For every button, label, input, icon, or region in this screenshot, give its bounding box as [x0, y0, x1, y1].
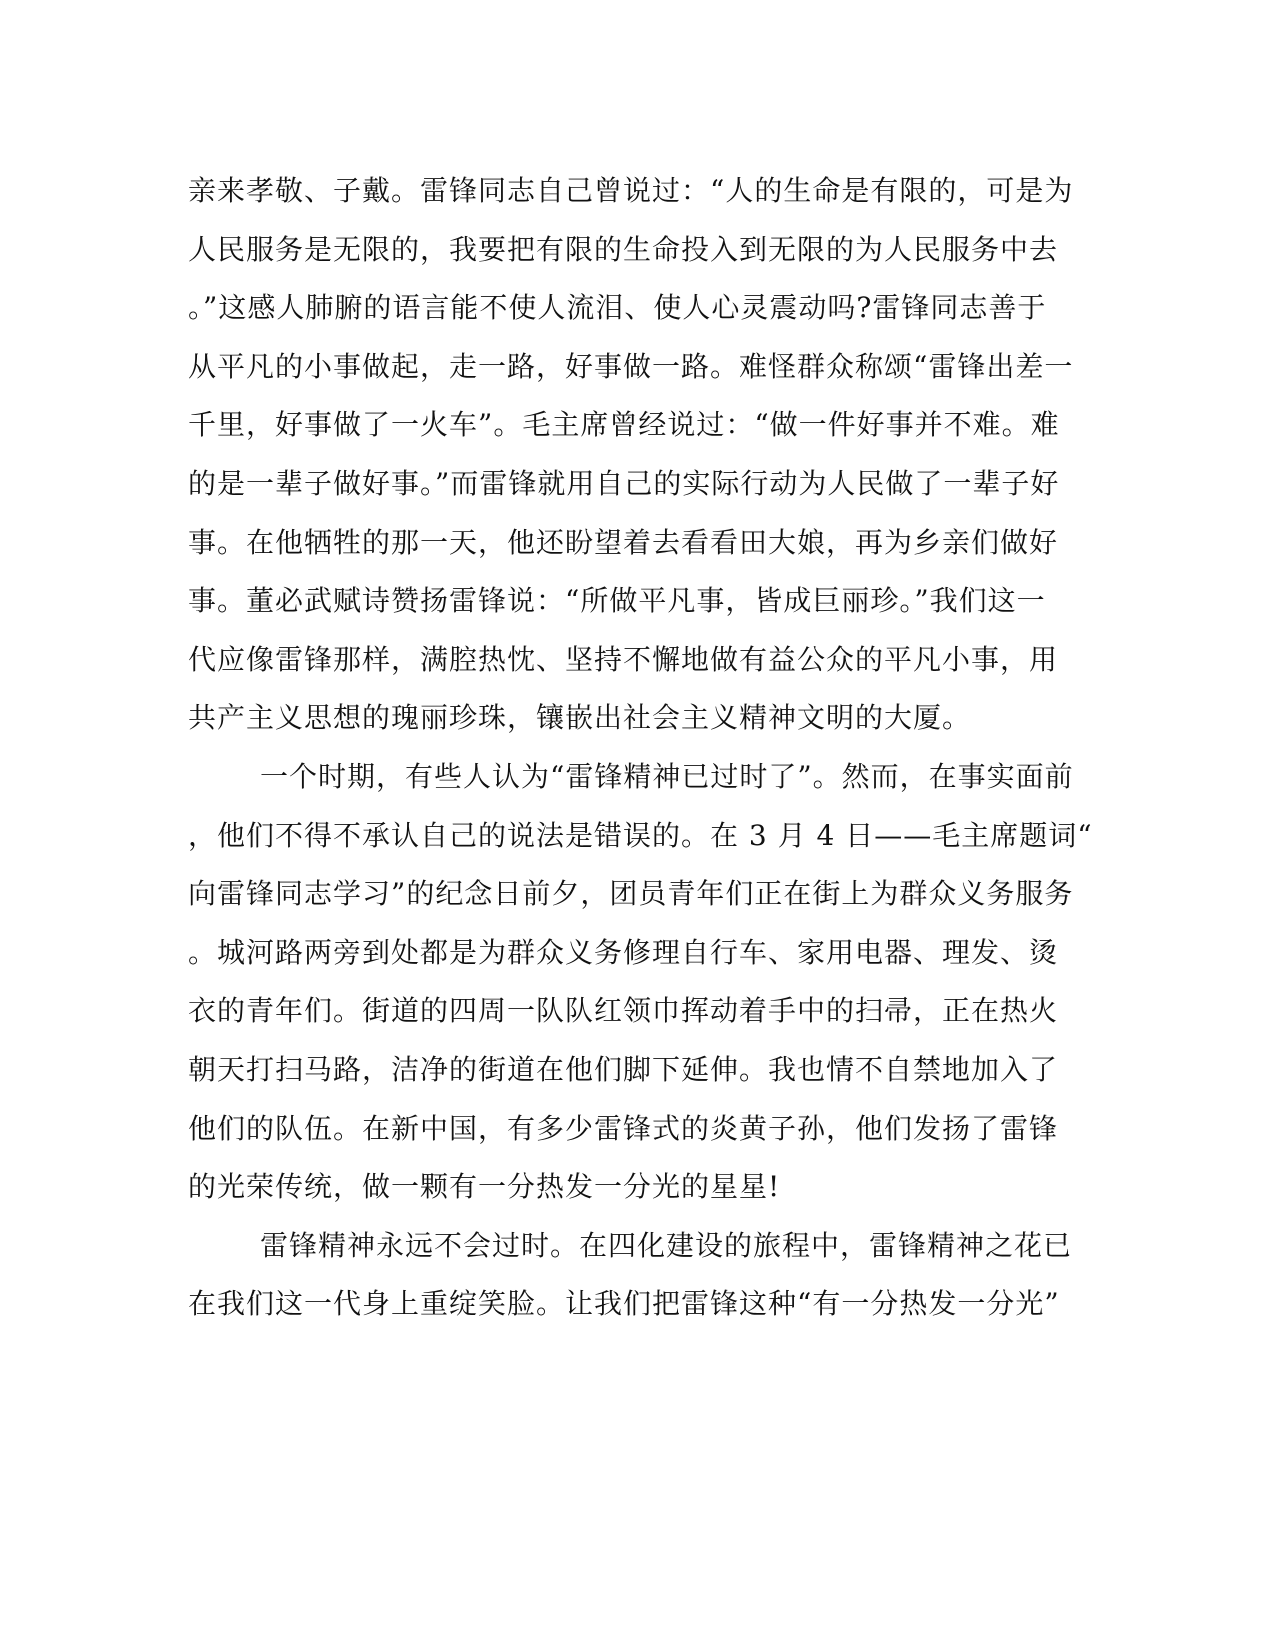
text-line: 朝天打扫马路，洁净的街道在他们脚下延伸。我也情不自禁地加入了	[188, 1052, 1059, 1086]
paragraph-start-line: 一个时期，有些人认为“雷锋精神已过时了”。然而，在事实面前	[260, 759, 1074, 793]
text-line: 向雷锋同志学习”的纪念日前夕，团员青年们正在街上为群众义务服务	[188, 877, 1074, 911]
text-line: 事。在他牺牲的那一天，他还盼望着去看看田大娘，再为乡亲们做好	[188, 525, 1059, 559]
text-line: 衣的青年们。街道的四周一队队红领巾挥动着手中的扫帚，正在热火	[188, 994, 1059, 1028]
text-line: ，他们不得不承认自己的说法是错误的。在 3 月 4 日——毛主席题词“	[188, 818, 1093, 852]
text-line: 代应像雷锋那样，满腔热忱、坚持不懈地做有益公众的平凡小事，用	[188, 642, 1059, 676]
text-line: 亲来孝敬、子戴。雷锋同志自己曾说过：“人的生命是有限的，可是为	[188, 174, 1074, 207]
text-line: 事。董必武赋诗赞扬雷锋说：“所做平凡事，皆成巨丽珍。”我们这一	[188, 584, 1046, 618]
text-line: 的是一辈子做好事。”而雷锋就用自己的实际行动为人民做了一辈子好	[188, 466, 1060, 500]
text-line: 的光荣传统，做一颗有一分热发一分光的星星!	[188, 1170, 781, 1204]
text-line: 从平凡的小事做起，走一路，好事做一路。难怪群众称颂“雷锋出差一	[188, 349, 1074, 383]
text-line: 。”这感人肺腑的语言能不使人流泪、使人心灵震动吗?雷锋同志善于	[188, 291, 1047, 325]
text-line: 在我们这一代身上重绽笑脸。让我们把雷锋这种“有一分热发一分光”	[188, 1287, 1060, 1321]
text-line: 共产主义思想的瑰丽珍珠，镶嵌出社会主义精神文明的大厦。	[188, 701, 972, 735]
document-body	[188, 162, 1093, 1334]
text-line: 。城河路两旁到处都是为群众义务修理自行车、家用电器、理发、烫	[188, 935, 1059, 969]
paragraph-start-line: 雷锋精神永远不会过时。在四化建设的旅程中，雷锋精神之花已	[260, 1228, 1073, 1262]
text-line: 人民服务是无限的，我要把有限的生命投入到无限的为人民服务中去	[188, 232, 1059, 266]
text-line: 他们的队伍。在新中国，有多少雷锋式的炎黄子孙，他们发扬了雷锋	[188, 1111, 1059, 1145]
text-line: 千里，好事做了一火车”。毛主席曾经说过：“做一件好事并不难。难	[188, 408, 1060, 442]
